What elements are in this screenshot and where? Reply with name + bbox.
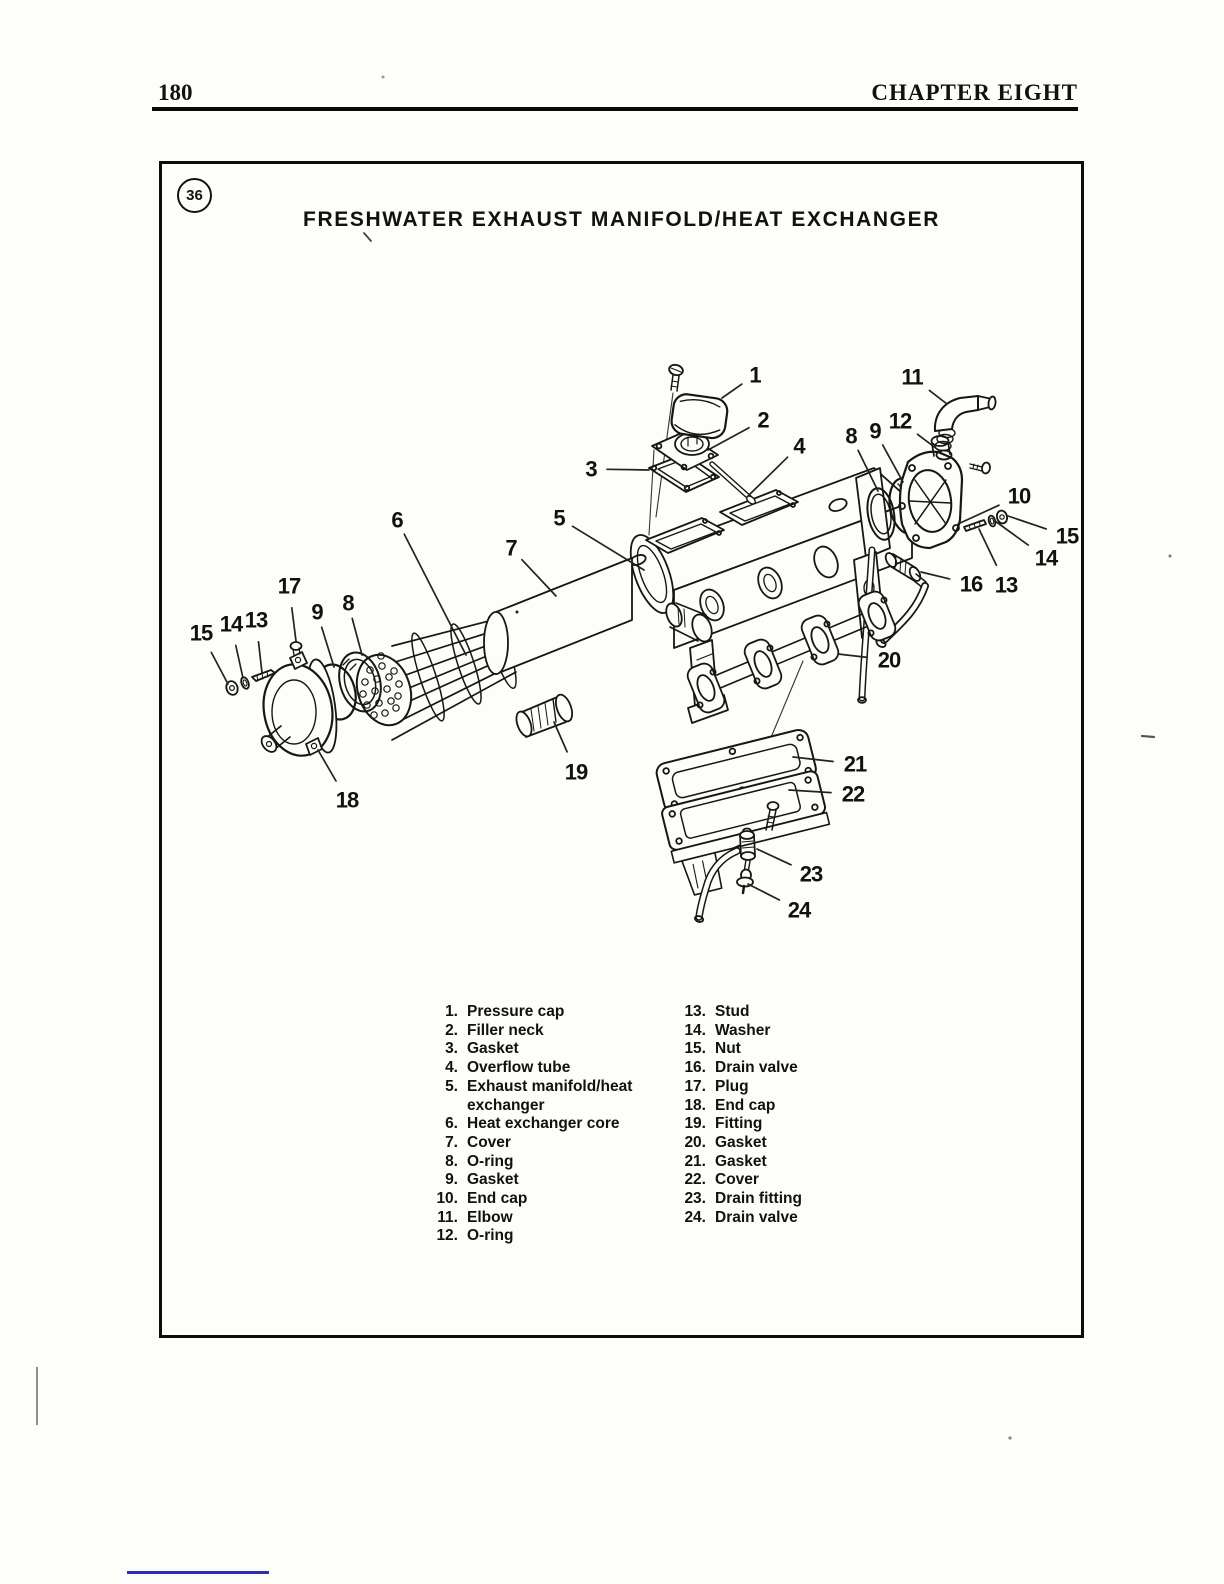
part-number: 9. [445,1171,458,1189]
callout-label: 23 [799,861,823,887]
leader-line [748,884,779,900]
callout-label: 13 [244,607,268,633]
callout-label: 19 [564,759,588,785]
part-label: O-ring [467,1152,514,1170]
part-number: 5. [445,1077,458,1095]
callout-label: 22 [841,781,865,807]
leader-line [236,646,243,679]
part-number: 1. [445,1003,458,1020]
callout-label: 1 [749,362,761,388]
part-number: 23. [684,1190,706,1208]
callout-label: 12 [888,408,912,434]
part-label: Nut [715,1040,741,1058]
part-label: End cap [467,1190,528,1208]
end-cap-18 [257,642,342,761]
leader-line [259,642,263,673]
fitting-19 [513,692,575,738]
leader-line [921,572,950,579]
part-label: Fitting [715,1115,763,1133]
callout-label: 3 [585,456,597,482]
callout-label: 20 [877,647,901,673]
part-label: Overflow tube [467,1059,571,1077]
part-number: 4. [445,1059,458,1077]
part-label: Gasket [715,1152,767,1170]
leader-line [607,469,649,470]
part-number: 3. [445,1040,458,1058]
part-number: 16. [684,1059,706,1077]
part-label: Cover [715,1171,759,1189]
part-number: 17. [684,1077,706,1095]
callout-label: 6 [391,507,403,533]
drain-valve-24 [737,860,753,893]
scan-artifact-blue-line [127,1571,269,1574]
callout-label: 14 [219,611,243,637]
leader-line [757,849,791,865]
part-label: Heat exchanger core [467,1115,620,1133]
scan-artifact-line [36,1367,38,1425]
part-number: 19. [684,1115,706,1133]
part-number: 8. [445,1152,458,1170]
part-number: 2. [445,1021,458,1039]
part-label: Drain valve [715,1059,798,1077]
part-label: Drain valve [715,1208,798,1226]
part-number: 6. [445,1115,458,1133]
callout-label: 9 [869,418,881,444]
part-label: Plug [715,1077,749,1095]
part-label: Cover [467,1133,511,1151]
figure-title: FRESHWATER EXHAUST MANIFOLD/HEAT EXCHANGER [303,208,940,231]
part-label: O-ring [467,1227,514,1245]
part-number: 13. [684,1003,706,1020]
part-number: 20. [684,1133,706,1151]
part-label: Exhaust manifold/heat exchanger [467,1077,633,1114]
part-number: 24. [684,1208,706,1226]
part-label: Gasket [467,1171,519,1189]
callout-label: 14 [1034,545,1058,571]
part-label: Stud [715,1003,750,1020]
overflow-tube-4 [712,464,757,506]
chapter-heading: CHAPTER EIGHT [871,80,1078,105]
plug-17 [291,642,302,655]
flange-screw-right [970,462,991,474]
part-label: Elbow [467,1208,513,1226]
leader-line [352,618,362,655]
leader-line [995,521,1028,545]
leader-line [1008,516,1046,529]
leader-line [211,652,228,684]
leader-line [748,457,788,496]
leader-line [979,529,996,565]
leader-line [722,384,742,398]
part-number: 22. [684,1171,706,1189]
pressure-cap-1 [670,393,729,440]
end-cap-10 [899,436,962,548]
callout-label: 18 [335,787,359,813]
part-number: 11. [437,1208,458,1226]
leader-line [883,445,903,482]
part-number: 7. [445,1133,458,1151]
leader-line [322,627,334,667]
callout-label: 24 [787,897,811,923]
filler-screw [668,363,684,391]
callout-label: 16 [959,571,983,597]
cover-7 [484,558,632,674]
leader-line [929,390,947,404]
callout-label: 2 [757,407,769,433]
leader-line [404,534,466,655]
callout-label: 11 [901,364,923,390]
part-label: Pressure cap [467,1003,565,1020]
leader-line [292,608,296,641]
callout-label: 15 [1055,523,1079,549]
part-label: Drain fitting [715,1190,802,1208]
callout-label: 5 [553,505,565,531]
part-label: Washer [715,1021,771,1039]
page-number: 180 [158,80,193,105]
callout-label: 7 [505,535,517,561]
callout-label: 4 [793,433,805,459]
callout-label: 17 [277,573,301,599]
part-label: Gasket [715,1133,767,1151]
part-number: 10. [436,1190,458,1208]
part-label: Gasket [467,1040,519,1058]
callout-label: 10 [1007,483,1031,509]
callout-label: 15 [189,620,213,646]
callout-label: 8 [342,590,354,616]
callout-layer [190,363,1079,923]
part-label: End cap [715,1096,776,1114]
leader-line [318,750,336,781]
callout-label: 21 [843,751,867,777]
callout-label: 13 [994,572,1018,598]
part-number: 18. [684,1096,706,1114]
part-number: 21. [684,1152,706,1170]
part-label: Filler neck [467,1021,544,1039]
figure-number-badge: 36 [177,178,212,213]
leader-line [554,722,567,752]
part-number: 14. [684,1021,706,1039]
part-number: 15. [684,1040,706,1058]
part-number: 12. [436,1227,458,1245]
callout-label: 9 [311,599,323,625]
callout-label: 8 [845,423,857,449]
leader-line [522,560,556,596]
hardware-right [964,509,1009,531]
